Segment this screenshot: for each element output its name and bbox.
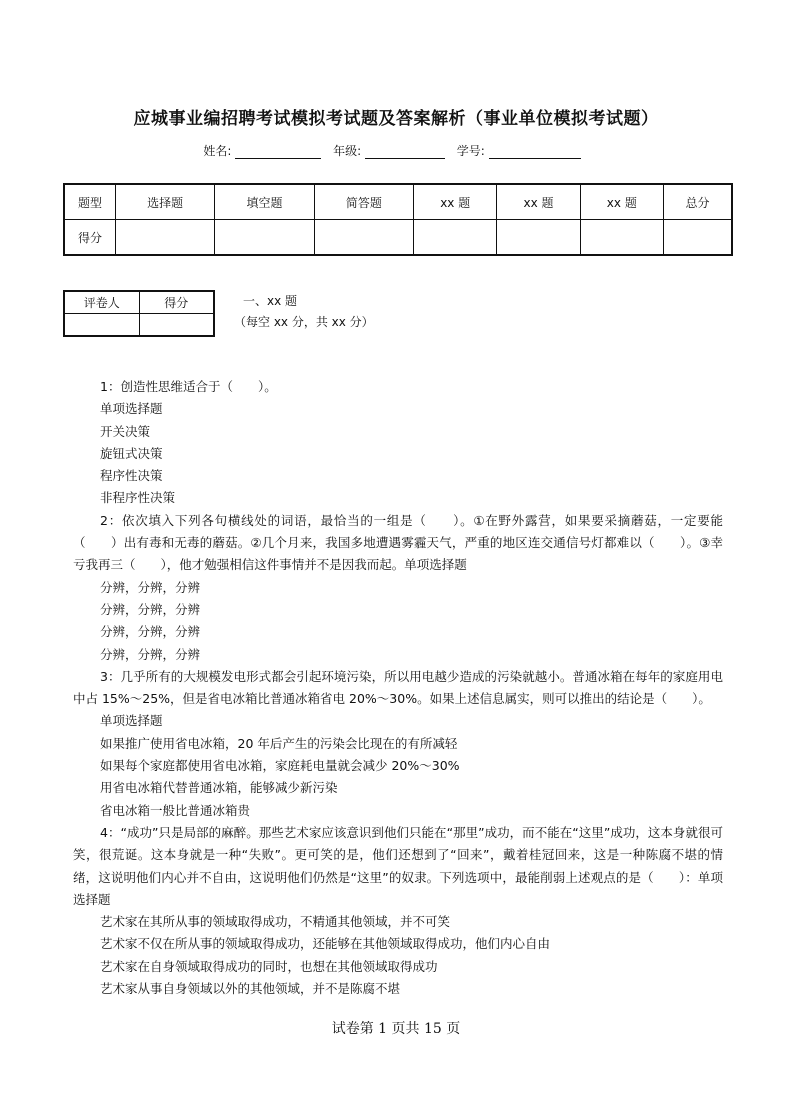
- id-blank: [489, 145, 581, 159]
- grader-score-label: 得分: [139, 291, 214, 314]
- score-row: [64, 220, 732, 256]
- option: 旋钮式决策: [100, 445, 163, 461]
- question-type: 单项选择题: [100, 713, 163, 729]
- grade-label: 年级:: [333, 144, 362, 158]
- score-cell: [663, 220, 732, 256]
- question-3: [73, 666, 723, 822]
- option: 分辨，分辨，分辨: [100, 601, 201, 617]
- option: 用省电冰箱代替普通冰箱，能够减少新污染: [100, 780, 338, 796]
- question-type: 单项选择题: [100, 401, 163, 417]
- option: 开关决策: [100, 423, 151, 439]
- score-cell: [116, 220, 215, 256]
- score-header-cell: 题型: [64, 184, 116, 220]
- question-stem: 3：几乎所有的大规模发电形式都会引起环境污染，所以用电越少造成的污染就越小。普通冰箱在每年的家庭用电中占 15%～25%，但是省电冰箱比普通冰箱省电 20%～30%。如果上述信息属实，则可以推出的结论是（ ）。: [73, 668, 723, 707]
- score-header-cell: 填空题: [215, 184, 314, 220]
- name-label: 姓名:: [203, 144, 232, 158]
- option: 非程序性决策: [100, 490, 176, 506]
- option: 艺术家从事自身领域以外的其他领域，并不是陈腐不堪: [100, 981, 401, 997]
- question-list: [73, 376, 723, 1000]
- score-header-cell: xx 题: [580, 184, 663, 220]
- score-row-label: 得分: [64, 220, 116, 256]
- grader-table: [63, 290, 215, 337]
- id-label: 学号:: [456, 144, 485, 158]
- score-cell: [497, 220, 580, 256]
- score-header-cell: xx 题: [414, 184, 497, 220]
- option: 程序性决策: [100, 468, 163, 484]
- option: 如果每个家庭都使用省电冰箱，家庭耗电量就会减少 20%～30%: [100, 758, 460, 774]
- option: 分辨，分辨，分辨: [100, 624, 201, 640]
- grade-blank: [365, 145, 445, 159]
- score-cell: [414, 220, 497, 256]
- score-cell: [580, 220, 663, 256]
- question-stem: 1：创造性思维适合于（ ）。: [100, 379, 277, 394]
- name-blank: [235, 145, 321, 159]
- question-4: [73, 822, 723, 1000]
- score-cell: [215, 220, 314, 256]
- grader-score-cell: [139, 314, 214, 337]
- grader-label: 评卷人: [64, 291, 139, 314]
- grader-cell: [64, 314, 139, 337]
- option: 艺术家不仅在所从事的领域取得成功，还能够在其他领域取得成功，他们内心自由: [100, 936, 551, 952]
- question-stem: 4：“成功”只是局部的麻醉。那些艺术家应该意识到他们只能在“那里”成功，而不能在“这里”成功，这本身就很可笑，很荒诞。这本身就是一种“失败”。更可笑的是，他们还想到了“回来”，戴着桂冠回来，这是一种陈腐不堪的情绪，这说明他们内心并不自由，这说明他们仍然是“这里”的奴隶。下列选项中，最能削弱上述观点的是（ ）：单项选择题: [73, 824, 723, 907]
- question-2: [73, 510, 723, 666]
- option: 艺术家在其所从事的领域取得成功，不精通其他领域，并不可笑: [100, 914, 451, 930]
- score-header-cell: 选择题: [116, 184, 215, 220]
- score-header-row: [64, 184, 732, 220]
- question-1: [73, 376, 723, 510]
- score-header-cell: 总分: [663, 184, 732, 220]
- score-table: [63, 183, 733, 256]
- option: 省电冰箱一般比普通冰箱贵: [100, 802, 251, 818]
- option: 分辨，分辨，分辨: [100, 579, 201, 595]
- score-header-cell: xx 题: [497, 184, 580, 220]
- section-title: 一、xx 题: [243, 294, 298, 308]
- option: 艺术家在自身领域取得成功的同时，也想在其他领域取得成功: [100, 958, 438, 974]
- page-footer: 试卷第 1 页共 15 页: [331, 1021, 461, 1037]
- option: 分辨，分辨，分辨: [100, 646, 201, 662]
- question-stem: 2：依次填入下列各句横线处的词语，最恰当的一组是（ ）。①在野外露营，如果要采摘蘑菇，一定要能（ ）出有毒和无毒的蘑菇。②几个月来，我国多地遭遇雾霾天气，严重的地区连交通信号灯都难以（ ）。③幸亏我再三（ ），他才勉强相信这件事情并不是因我而起。单项选择题: [73, 512, 723, 573]
- score-cell: [314, 220, 413, 256]
- page-title: 应城事业编招聘考试模拟考试题及答案解析（事业单位模拟考试题）: [133, 109, 659, 129]
- option: 如果推广使用省电冰箱，20 年后产生的污染会比现在的有所减轻: [100, 735, 458, 751]
- student-info: [0, 142, 792, 159]
- section-note: （每空 xx 分，共 xx 分）: [234, 315, 374, 329]
- score-header-cell: 简答题: [314, 184, 413, 220]
